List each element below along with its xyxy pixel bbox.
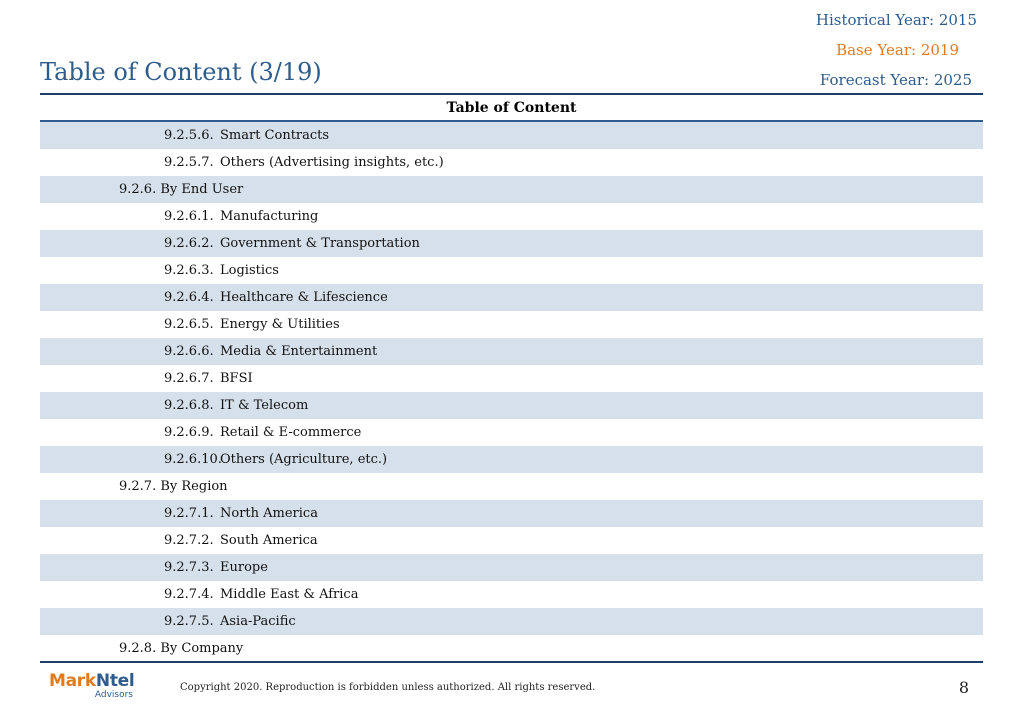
toc-row-number: 9.2.5.6. — [164, 128, 214, 143]
toc-row — [40, 419, 983, 446]
toc-row-text: Retail & E-commerce — [220, 425, 362, 440]
toc-row-text: Europe — [220, 560, 268, 575]
toc-row — [40, 149, 983, 176]
logo-subtitle: Advisors — [94, 690, 133, 700]
toc-row — [40, 527, 983, 554]
toc-row — [40, 338, 983, 365]
toc-row-text: By End User — [160, 182, 244, 197]
toc-row — [40, 392, 983, 419]
toc-row-text: Energy & Utilities — [220, 317, 340, 332]
toc-row-number: 9.2.6.4. — [164, 290, 214, 305]
toc-row — [40, 581, 983, 608]
toc-row-number: 9.2.6.8. — [164, 398, 214, 413]
toc-row-number: 9.2.6.3. — [164, 263, 214, 278]
toc-row-number: 9.2.6.7. — [164, 371, 214, 386]
logo-wordmark — [49, 672, 139, 690]
base-year-label: Base Year: 2019 — [836, 41, 959, 59]
toc-row — [40, 473, 983, 500]
toc-row-number: 9.2.6.6. — [164, 344, 214, 359]
toc-row-number: 9.2.6. — [119, 182, 157, 197]
toc-row-number: 9.2.6.2. — [164, 236, 214, 251]
toc-row-text: BFSI — [220, 371, 253, 386]
page-title: Table of Content (3/19) — [40, 58, 322, 86]
toc-table — [40, 122, 983, 662]
header-divider — [40, 93, 983, 95]
toc-row — [40, 554, 983, 581]
footer-divider — [40, 661, 983, 663]
toc-row-number: 9.2.7.3. — [164, 560, 214, 575]
toc-row — [40, 257, 983, 284]
toc-row-number: 9.2.7.2. — [164, 533, 214, 548]
toc-row-text: Asia-Pacific — [220, 614, 296, 629]
toc-row — [40, 500, 983, 527]
toc-row-number: 9.2.8. — [119, 641, 157, 656]
forecast-year-label: Forecast Year: 2025 — [819, 71, 972, 89]
toc-row-text: Manufacturing — [220, 209, 319, 224]
table-heading: Table of Content — [446, 100, 577, 116]
toc-row-text: North America — [220, 506, 318, 521]
toc-row-number: 9.2.7.4. — [164, 587, 214, 602]
toc-row-number: 9.2.6.10. — [164, 452, 222, 467]
toc-row — [40, 365, 983, 392]
toc-row — [40, 122, 983, 149]
toc-row — [40, 230, 983, 257]
page-number: 8 — [958, 678, 969, 697]
copyright-notice: Copyright 2020. Reproduction is forbidden unless authorized. All rights reserved. — [180, 682, 596, 693]
toc-row — [40, 446, 983, 473]
toc-row-text: Government & Transportation — [220, 236, 420, 251]
toc-row — [40, 608, 983, 635]
toc-row-number: 9.2.6.1. — [164, 209, 214, 224]
logo-ntel-text: Ntel — [95, 671, 135, 691]
toc-row — [40, 311, 983, 338]
toc-row-text: South America — [220, 533, 318, 548]
logo-mark-text: Mark — [49, 671, 96, 691]
toc-row — [40, 203, 983, 230]
toc-row-text: Others (Agriculture, etc.) — [220, 452, 388, 467]
toc-row — [40, 635, 983, 662]
toc-row-number: 9.2.5.7. — [164, 155, 214, 170]
toc-row-text: Media & Entertainment — [220, 344, 378, 359]
toc-row-text: IT & Telecom — [220, 398, 309, 413]
toc-row-text: Others (Advertising insights, etc.) — [220, 155, 444, 170]
toc-row-text: Healthcare & Lifescience — [220, 290, 388, 305]
toc-row-text: By Region — [160, 479, 228, 494]
toc-row-number: 9.2.7.1. — [164, 506, 214, 521]
toc-row-number: 9.2.7.5. — [164, 614, 214, 629]
toc-row-number: 9.2.6.9. — [164, 425, 214, 440]
toc-row — [40, 176, 983, 203]
company-logo — [49, 672, 139, 702]
toc-row-number: 9.2.6.5. — [164, 317, 214, 332]
toc-row-text: Smart Contracts — [220, 128, 330, 143]
toc-row-number: 9.2.7. — [119, 479, 157, 494]
toc-row-text: Logistics — [220, 263, 279, 278]
toc-row-text: Middle East & Africa — [220, 587, 359, 602]
historical-year-label: Historical Year: 2015 — [815, 11, 977, 29]
toc-row — [40, 284, 983, 311]
toc-row-text: By Company — [160, 641, 244, 656]
